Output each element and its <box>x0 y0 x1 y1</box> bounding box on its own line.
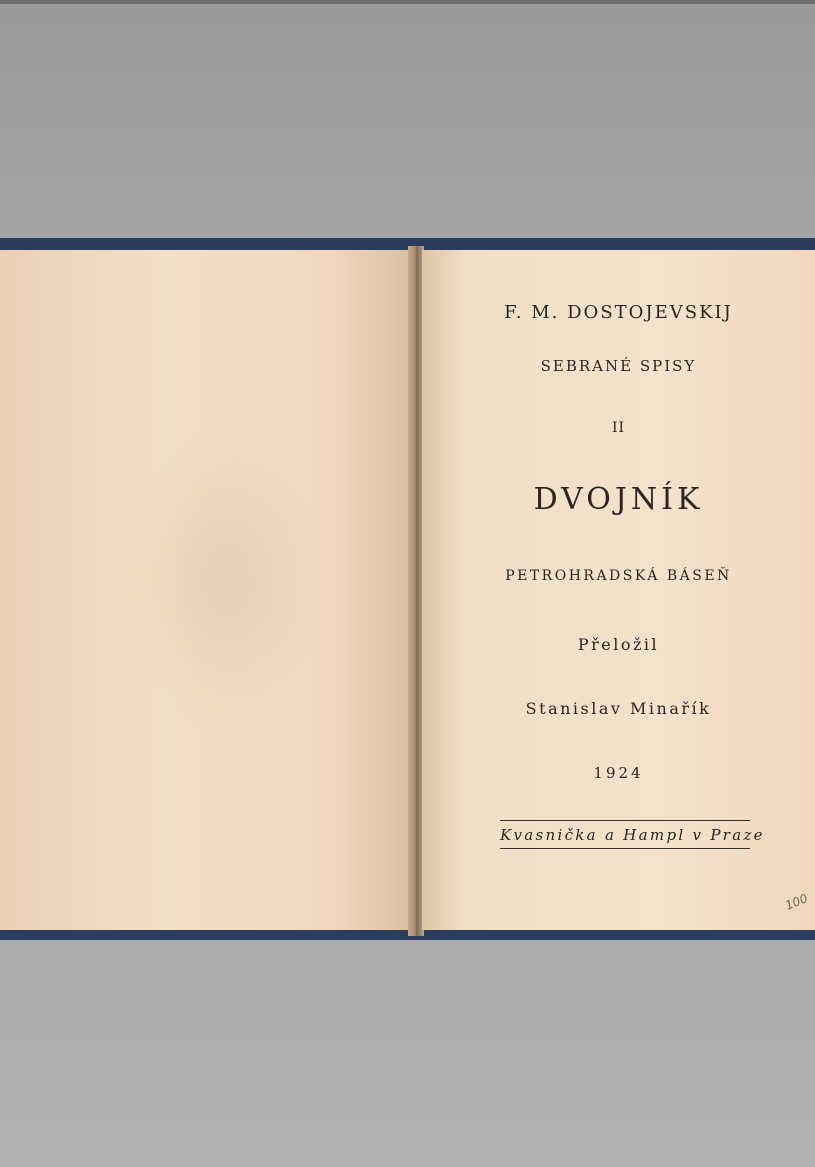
book-subtitle: PETROHRADSKÁ BÁSEŇ <box>505 568 732 584</box>
scan-top-strip <box>0 0 815 4</box>
publisher-block <box>500 820 765 849</box>
volume-number: II <box>611 420 626 436</box>
left-page-blank <box>0 250 415 930</box>
pencil-price-note: 100 <box>783 891 810 913</box>
publisher-name: Kvasnička a Hampl v Praze <box>500 826 765 844</box>
publication-year: 1924 <box>593 764 644 782</box>
title-page <box>422 250 815 930</box>
author-name: F. M. DOSTOJEVSKIJ <box>504 302 733 323</box>
publisher-rule-bottom <box>500 848 750 849</box>
series-title: SEBRANÉ SPISY <box>540 357 697 375</box>
bleed-through-shadow <box>120 430 320 730</box>
translator-name: Stanislav Minařík <box>525 699 712 718</box>
open-book <box>0 238 815 940</box>
book-title: DVOJNÍK <box>533 482 704 517</box>
translated-by-label: Přeložil <box>577 635 660 654</box>
